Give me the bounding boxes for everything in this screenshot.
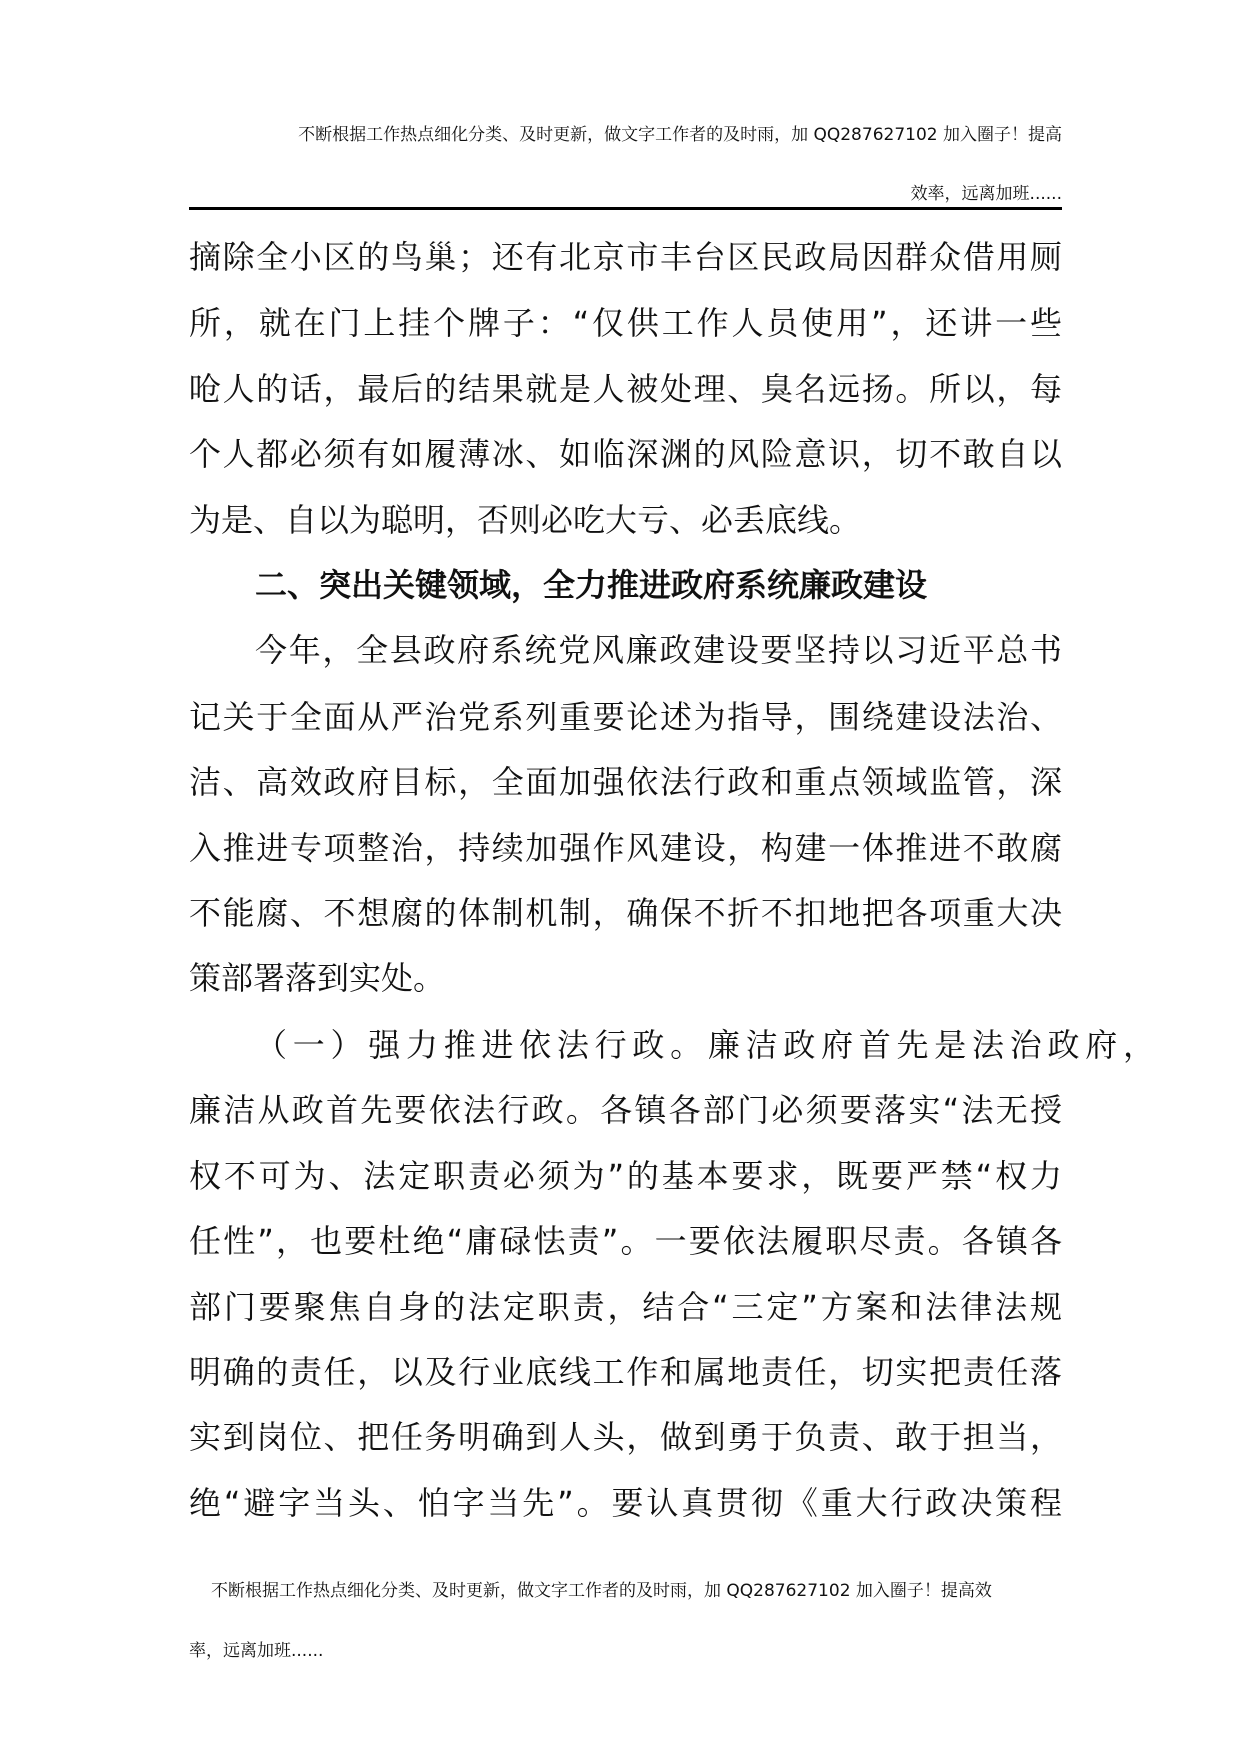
body-line: 今年，全县政府系统党风廉政建设要坚持以习近平总书 <box>255 631 1062 669</box>
footer-line-1: 不断根据工作热点细化分类、及时更新，做文字工作者的及时雨，加 QQ287627102 加入圈子！提高效 <box>211 1581 992 1601</box>
body-line: 呛人的话，最后的结果就是人被处理、臭名远扬。所以，每 <box>189 370 1062 408</box>
body-line: 部门要聚焦自身的法定职责，结合“三定”方案和法律法规 <box>189 1288 1062 1326</box>
body-line: 洁、高效政府目标，全面加强依法行政和重点领域监管，深 <box>189 763 1062 801</box>
footer-line-2: 率，远离加班...... <box>189 1641 324 1661</box>
header-line-1: 不断根据工作热点细化分类、及时更新，做文字工作者的及时雨，加 QQ287627102 加入圈子！提高 <box>298 125 1062 145</box>
body-line: 摘除全小区的鸟巢；还有北京市丰台区民政局因群众借用厕 <box>189 238 1062 276</box>
body-line: 记关于全面从严治党系列重要论述为指导，围绕建设法治、 <box>189 698 1062 736</box>
body-line: 廉洁从政首先要依法行政。各镇各部门必须要落实“法无授 <box>189 1091 1062 1129</box>
body-line: 绝“避字当头、怕字当先”。要认真贯彻《重大行政决策程 <box>189 1484 1062 1522</box>
body-line: 为是、自以为聪明，否则必吃大亏、必丢底线。 <box>189 501 862 539</box>
header-line-2: 效率，远离加班...... <box>910 184 1062 204</box>
body-line: 权不可为、法定职责必须为”的基本要求，既要严禁“权力 <box>189 1157 1062 1195</box>
header-divider <box>189 207 1062 210</box>
body-line: 不能腐、不想腐的体制机制，确保不折不扣地把各项重大决 <box>189 894 1062 932</box>
body-line: 策部署落到实处。 <box>189 959 446 997</box>
body-line: 个人都必须有如履薄冰、如临深渊的风险意识，切不敢自以 <box>189 435 1062 473</box>
body-line: 入推进专项整治，持续加强作风建设，构建一体推进不敢腐 <box>189 829 1062 867</box>
body-line: 任性”，也要杜绝“庸碌怯责”。一要依法履职尽责。各镇各 <box>189 1222 1062 1260</box>
body-line: 实到岗位、把任务明确到人头，做到勇于负责、敢于担当， <box>189 1418 1062 1456</box>
section-heading: 二、突出关键领域，全力推进政府系统廉政建设 <box>255 566 928 604</box>
body-line: 明确的责任，以及行业底线工作和属地责任，切实把责任落 <box>189 1353 1062 1391</box>
body-line: 所，就在门上挂个牌子：“仅供工作人员使用”，还讲一些 <box>189 304 1062 342</box>
body-line: （一）强力推进依法行政。廉洁政府首先是法治政府， <box>255 1026 1155 1064</box>
